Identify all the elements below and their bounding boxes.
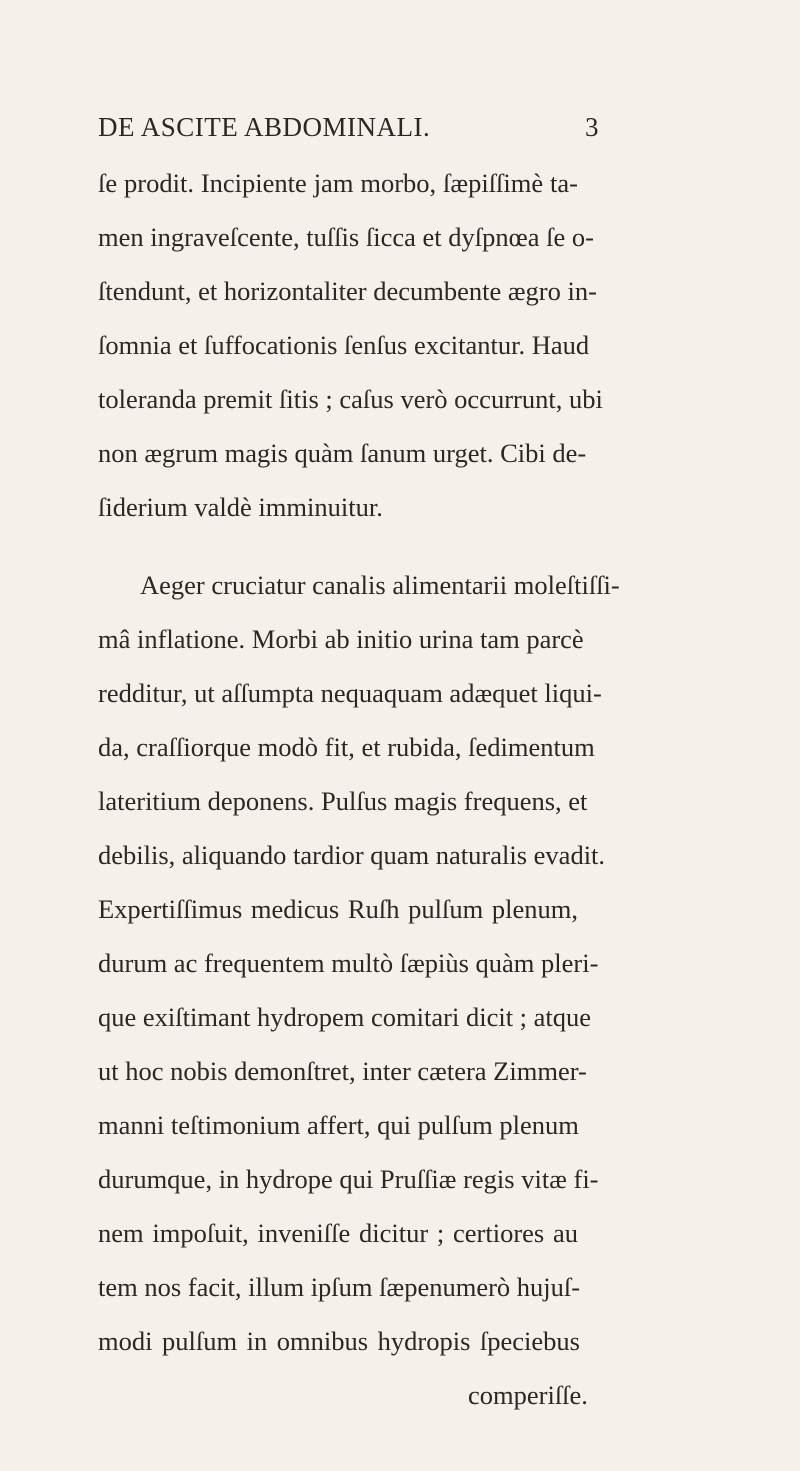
text-line: mâ inflatione. Morbi ab initio urina tam parcè	[98, 624, 584, 654]
text-line: tem nos facit, illum ipſum ſæpenumerò hujuſ-	[98, 1272, 581, 1302]
text-line: redditur, ut aſſumpta nequaquam adæquet liqui-	[98, 678, 602, 708]
text-line: ſiderium valdè imminuitur.	[98, 492, 383, 522]
text-line: Aeger cruciatur canalis alimentarii moleſtiſſi-	[140, 570, 620, 600]
text-line: durumque, in hydrope qui Pruſſiæ regis vitæ fi-	[98, 1164, 599, 1194]
text-line: que exiſtimant hydropem comitari dicit ; atque	[98, 1002, 592, 1032]
text-line: ut hoc nobis demonſtret, inter cætera Zimmer-	[98, 1056, 587, 1086]
running-head: DE ASCITE ABDOMINALI.	[98, 112, 431, 142]
text-line: ſtendunt, et horizontaliter decumbente ægro in-	[98, 276, 597, 306]
text-line: da, craſſiorque modò fit, et rubida, ſedimentum	[98, 732, 595, 762]
text-line: lateritium deponens. Pulſus magis frequens, et	[98, 786, 588, 816]
text-line: men ingraveſcente, tuſſis ſicca et dyſpnœa ſe o-	[98, 222, 594, 252]
text-line: nem impoſuit, inveniſſe dicitur ; certiores au	[98, 1218, 578, 1248]
text-line: durum ac frequentem multò ſæpiùs quàm pleri-	[98, 948, 599, 978]
text-line: non ægrum magis quàm ſanum urget. Cibi de-	[98, 438, 587, 468]
text-line: modi pulſum in omnibus hydropis ſpeciebus	[98, 1326, 580, 1356]
text-line: ſomnia et ſuffocationis ſenſus excitantur. Haud	[98, 330, 590, 360]
text-line: toleranda premit ſitis ; caſus verò occurrunt, ubi	[98, 384, 603, 414]
text-line: debilis, aliquando tardior quam naturalis evadit.	[98, 840, 606, 870]
text-line: comperiſſe.	[468, 1380, 588, 1410]
page-header	[0, 112, 800, 152]
text-line: manni teſtimonium affert, qui pulſum plenum	[98, 1110, 579, 1140]
page-number: 3	[585, 112, 599, 142]
text-line: Expertiſſimus medicus Ruſh pulſum plenum,	[98, 894, 578, 924]
text-line: ſe prodit. Incipiente jam morbo, ſæpiſſimè ta-	[98, 168, 578, 198]
